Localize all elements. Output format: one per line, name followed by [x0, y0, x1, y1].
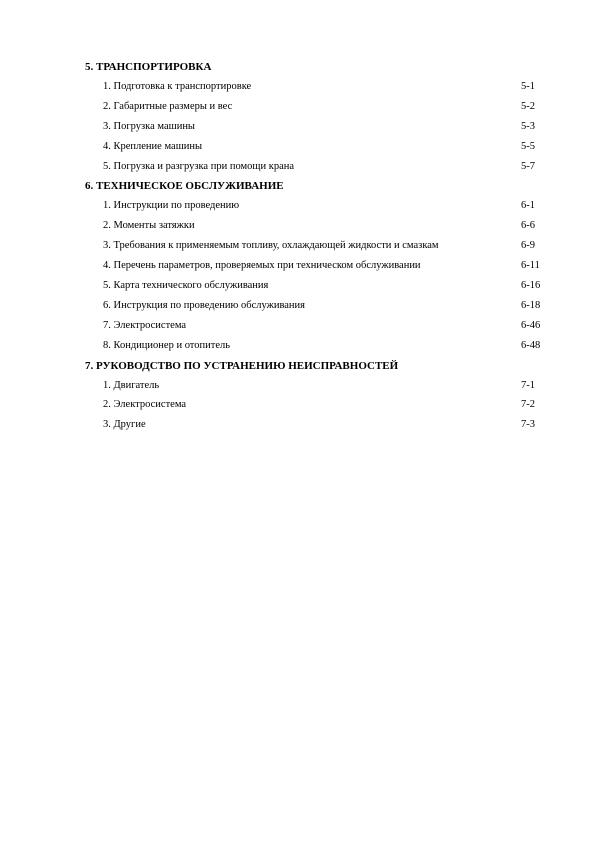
- toc-entry-page: 7-1: [521, 379, 535, 391]
- toc-entry-title: 4. Крепление машины: [103, 140, 203, 152]
- toc-entry: [0, 376, 595, 396]
- section-heading: 5. ТРАНСПОРТИРОВКА: [85, 61, 212, 73]
- toc-entry-title: 5. Погрузка и разгрузка при помощи крана: [103, 160, 295, 172]
- toc-entry-page: 6-46: [521, 319, 541, 331]
- toc-entry-title: 5. Карта технического обслуживания: [103, 280, 269, 292]
- toc-entry: [0, 196, 595, 216]
- toc-entry-page: 5-3: [521, 120, 535, 132]
- toc-entry: [0, 137, 595, 157]
- toc-entry-page: 6-18: [521, 299, 541, 311]
- toc-entry-page: 5-1: [521, 81, 535, 92]
- toc-entry-page: 7-3: [521, 419, 535, 431]
- toc-entry-title: 2. Габаритные размеры и вес: [103, 100, 233, 112]
- toc-entry-title: 1. Подготовка к транспортировке: [103, 81, 252, 92]
- toc-entry-title: 7. Электросистема: [103, 319, 187, 331]
- section-heading: 7. РУКОВОДСТВО ПО УСТРАНЕНИЮ НЕИСПРАВНОСТЕЙ: [85, 359, 399, 372]
- toc-entry: [0, 395, 595, 415]
- toc-entry: [0, 236, 595, 256]
- toc-entry: [0, 296, 595, 316]
- toc-entry-page: 6-6: [521, 220, 535, 232]
- toc-entry-title: 8. Кондиционер и отопитель: [103, 339, 231, 351]
- toc-entry-page: 5-2: [521, 100, 535, 112]
- toc-entry: [0, 256, 595, 276]
- toc-entry: [0, 415, 595, 435]
- toc-entry-page: 7-2: [521, 399, 535, 411]
- toc-entry-page: 6-48: [521, 339, 541, 351]
- toc-entry-title: 3. Требования к применяемым топливу, охлаждающей жидкости и смазкам: [103, 240, 439, 252]
- toc-entry: [0, 216, 595, 236]
- toc-entry-page: 5-5: [521, 140, 535, 152]
- toc-entry-title: 1. Инструкции по проведению: [103, 200, 240, 212]
- toc-entry-page: 6-16: [521, 280, 541, 292]
- toc-entry-page: 5-7: [521, 160, 535, 172]
- toc-entry-title: 2. Электросистема: [103, 399, 187, 411]
- toc-entry-title: 1. Двигатель: [103, 379, 160, 391]
- toc-entry: [0, 117, 595, 137]
- section-heading: 6. ТЕХНИЧЕСКОЕ ОБСЛУЖИВАНИЕ: [85, 180, 284, 193]
- toc-entry-title: 6. Инструкция по проведению обслуживания: [103, 299, 306, 311]
- toc-section-troubleshooting: [0, 356, 595, 436]
- table-of-contents: [0, 57, 595, 435]
- toc-entry: [0, 336, 595, 356]
- toc-entry-title: 3. Другие: [103, 419, 146, 431]
- toc-entry-page: 6-11: [521, 260, 540, 272]
- toc-entry-title: 4. Перечень параметров, проверяемых при техническом обслуживании: [103, 260, 421, 272]
- toc-section-maintenance: [0, 176, 595, 355]
- toc-section-transport: [0, 57, 595, 176]
- toc-entry: [0, 97, 595, 117]
- toc-entry: [0, 157, 595, 177]
- toc-entry-page: 6-9: [521, 240, 535, 252]
- toc-entry-title: 3. Погрузка машины: [103, 120, 195, 132]
- toc-entry: [0, 276, 595, 296]
- toc-entry: [0, 77, 595, 97]
- toc-entry: [0, 316, 595, 336]
- toc-entry-title: 2. Моменты затяжки: [103, 220, 195, 232]
- toc-entry-page: 6-1: [521, 200, 535, 212]
